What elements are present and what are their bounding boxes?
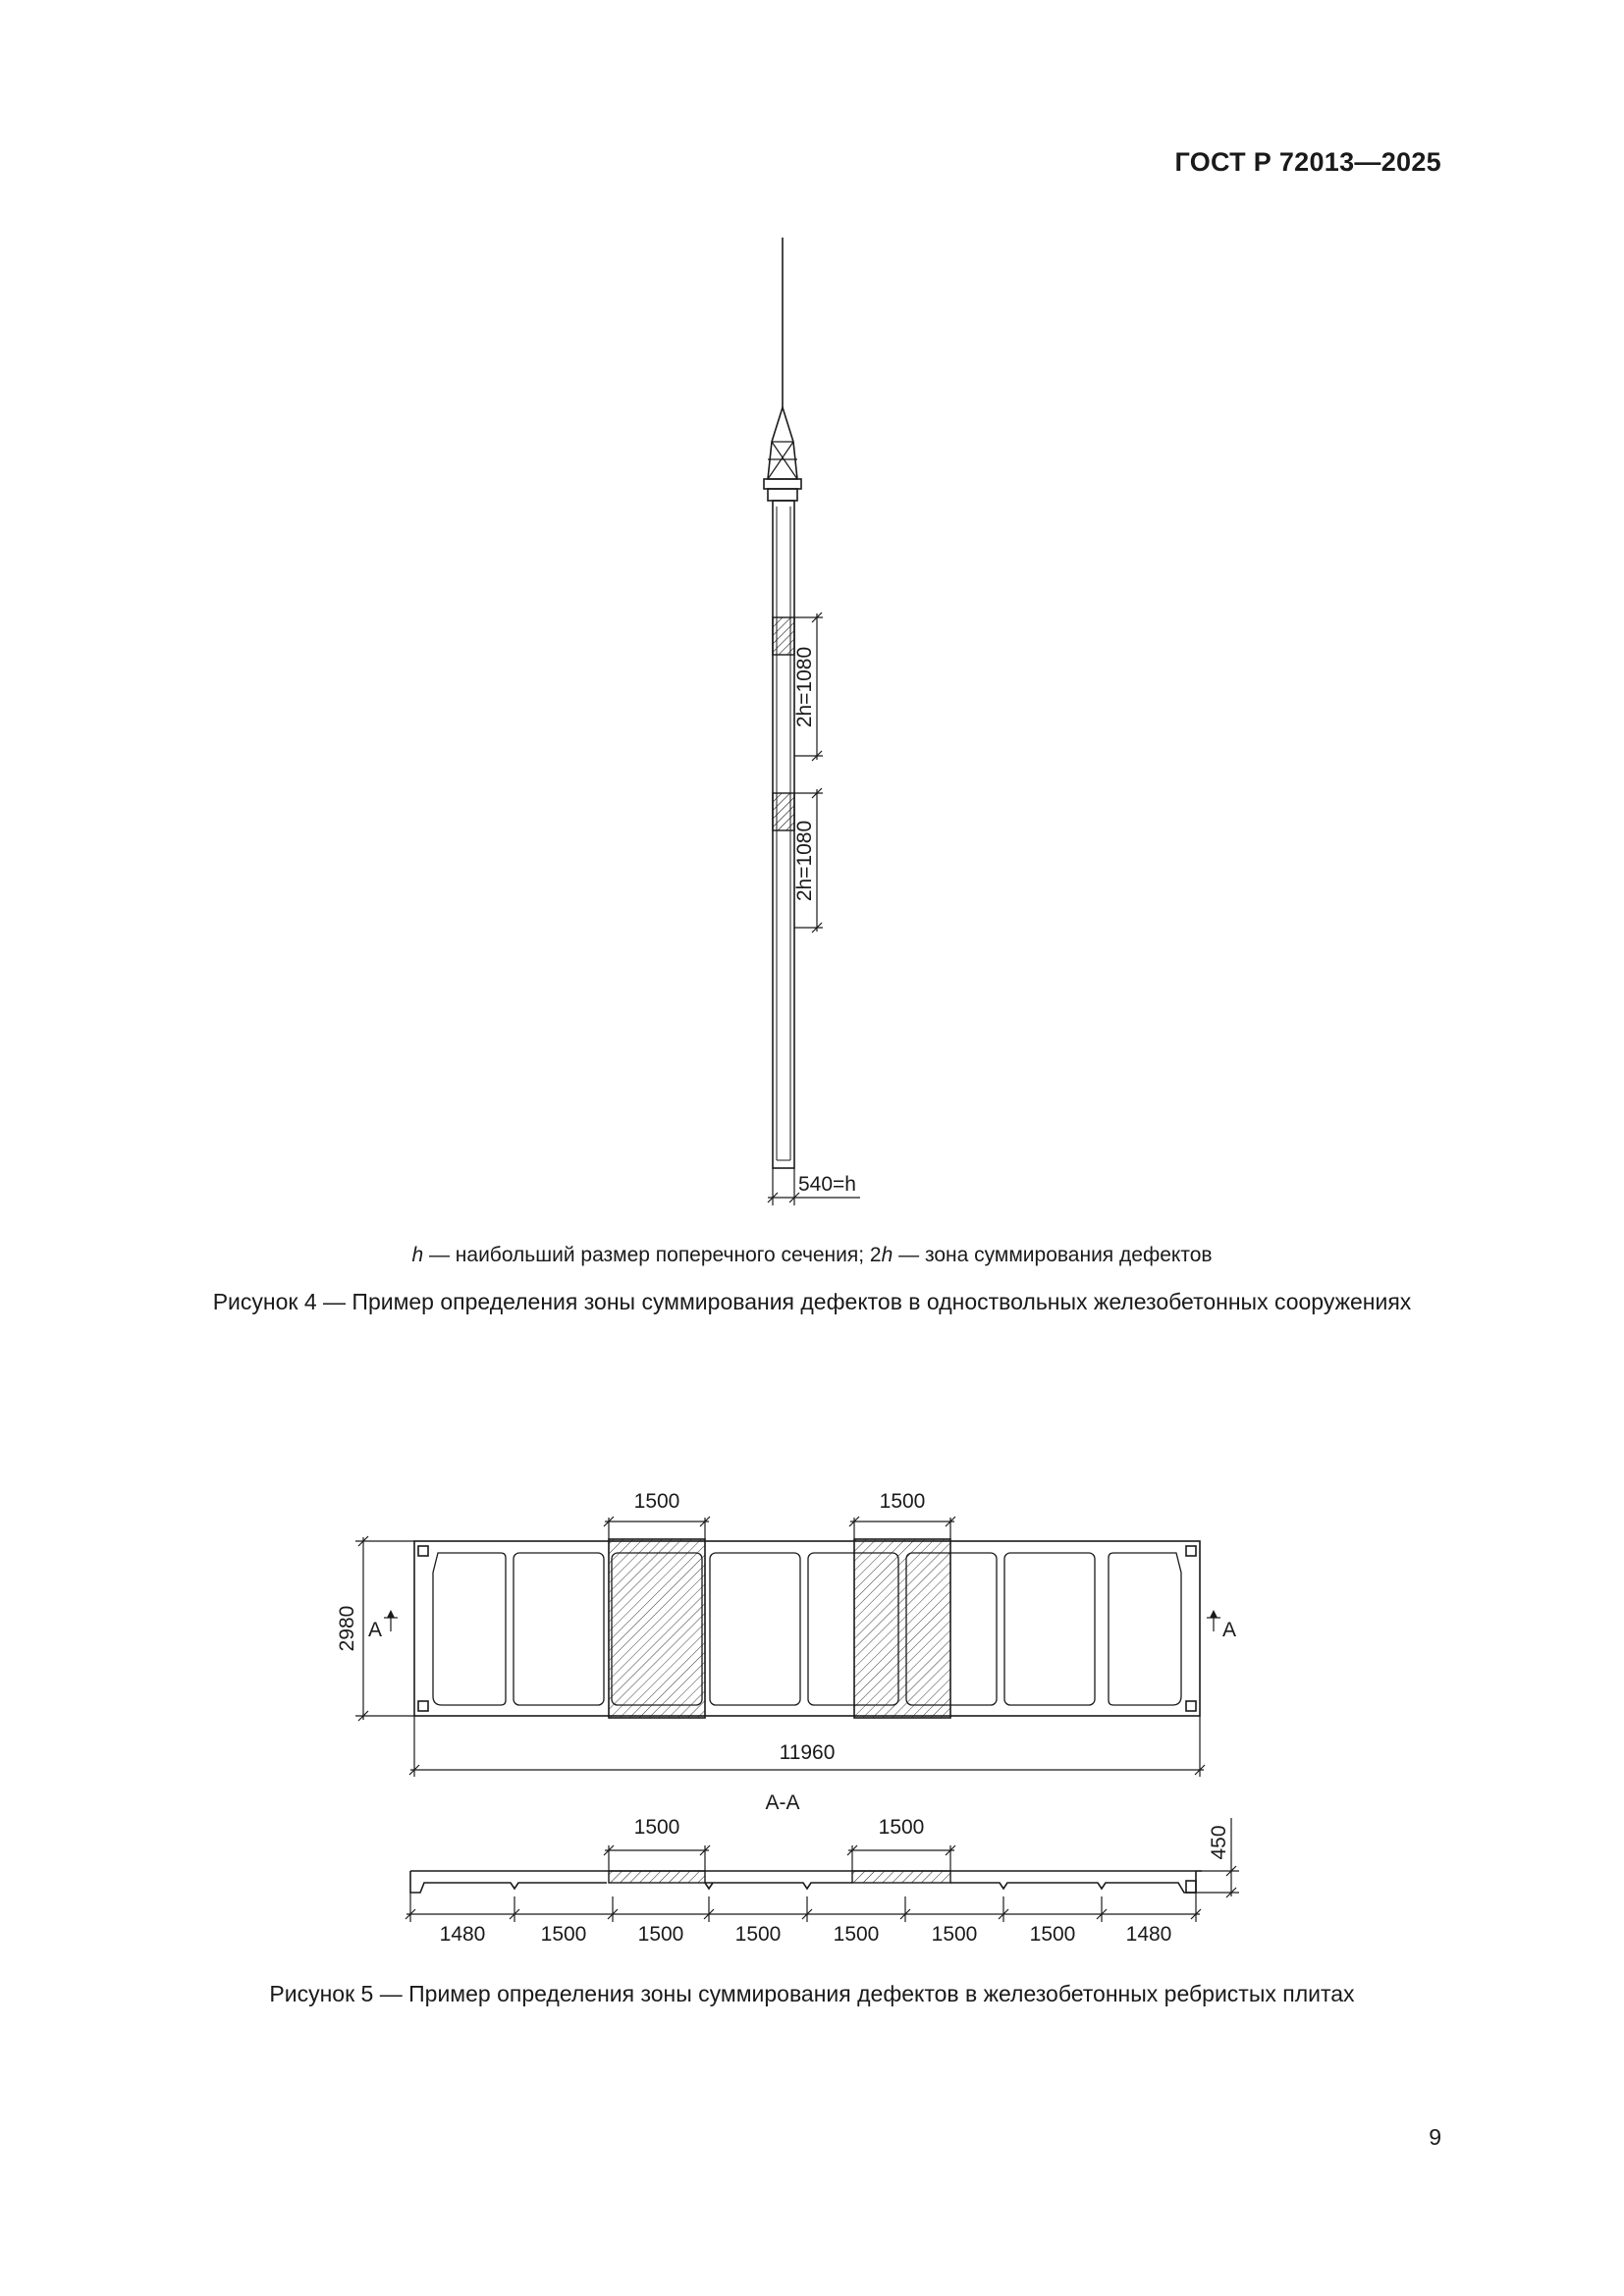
- page-number: 9: [1429, 2124, 1441, 2150]
- section-mark-right: A: [1222, 1619, 1237, 1641]
- plan-zone-width-1: 1500: [633, 1490, 680, 1513]
- dimension-label-zone-1: 2h=1080: [793, 646, 816, 728]
- section-rib-height: 450: [1208, 1825, 1230, 1860]
- slab-panels: [433, 1553, 1181, 1705]
- defect-zone-2: [773, 793, 794, 830]
- plan-length-label: 11960: [779, 1741, 836, 1764]
- defect-zone-1: [773, 617, 794, 655]
- section-span-label: 1500: [540, 1923, 587, 1944]
- standard-code-header: ГОСТ Р 72013—2025: [1174, 147, 1441, 177]
- section-defect-zone-1: [609, 1871, 705, 1883]
- section-zone-width-2: 1500: [878, 1816, 925, 1839]
- section-span-label: 1480: [439, 1923, 486, 1944]
- slab-section-profile: [410, 1871, 1202, 1893]
- slab-plan-outline: [414, 1541, 1200, 1716]
- legend-symbol-2h: h: [881, 1244, 893, 1266]
- column-cap: [764, 479, 801, 489]
- section-zone-width-1: 1500: [633, 1816, 680, 1839]
- plan-height-label: 2980: [336, 1605, 358, 1652]
- plan-defect-zone-2: [854, 1539, 950, 1718]
- dimension-label-zone-2: 2h=1080: [793, 820, 816, 902]
- legend-symbol-h: h: [411, 1244, 424, 1266]
- section-defect-zone-2: [852, 1871, 950, 1883]
- figure-5-drawing: [0, 1453, 1624, 1944]
- section-span-label: 1500: [1029, 1923, 1076, 1944]
- figure-4-caption: Рисунок 4 — Пример определения зоны суммирования дефектов в одноствольных железобетонных сооружениях: [212, 1289, 1412, 1314]
- section-span-label: 1500: [734, 1923, 782, 1944]
- section-span-label: 1500: [637, 1923, 684, 1944]
- figure-5-caption: Рисунок 5 — Пример определения зоны суммирования дефектов в железобетонных ребристых плитах: [269, 1981, 1355, 2006]
- section-span-label: 1500: [931, 1923, 978, 1944]
- plan-zone-width-2: 1500: [879, 1490, 926, 1513]
- figure-4-legend: [0, 1244, 1624, 1267]
- legend-text-2: — зона суммирования дефектов: [893, 1244, 1213, 1266]
- section-span-label: 1480: [1125, 1923, 1172, 1944]
- column-shaft: [773, 501, 794, 1168]
- dimension-label-width: 540=h: [798, 1173, 856, 1196]
- section-span-label: 1500: [833, 1923, 880, 1944]
- plan-defect-zone-1: [609, 1539, 705, 1718]
- section-title: А-А: [765, 1791, 800, 1814]
- section-mark-left: A: [368, 1619, 383, 1641]
- legend-text-1: — наибольший размер поперечного сечения; 2: [423, 1244, 882, 1266]
